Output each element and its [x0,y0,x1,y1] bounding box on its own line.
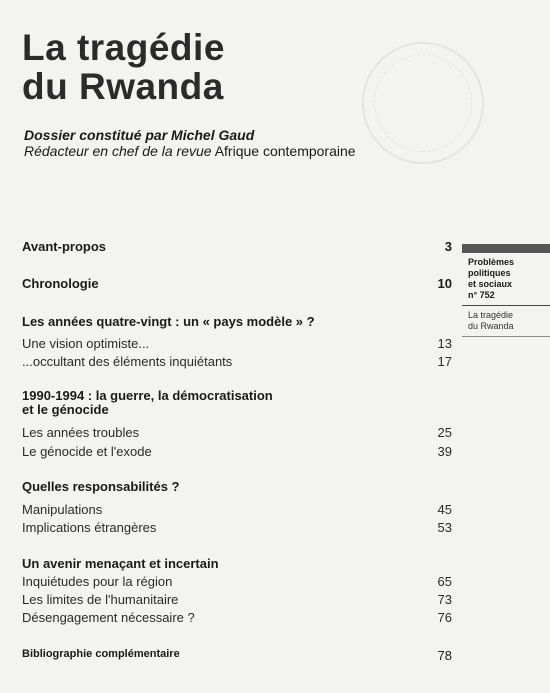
toc-section-heading: Les années quatre-vingt : un « pays modèle » ? [22,314,315,329]
toc-label: Une vision optimiste... [22,336,150,351]
dossier-credits [24,127,356,159]
issue-title-line-2: du Rwanda [468,321,514,331]
title-line-1: La tragédie [22,27,225,68]
toc-label: Bibliographie complémentaire [22,648,180,660]
toc-label: Désengagement nécessaire ? [22,610,195,625]
title-line-2: du Rwanda [22,66,224,107]
sidebar-bottom-divider [462,336,550,337]
toc-heading-line-2: et le génocide [22,402,109,417]
toc-label: Les limites de l'humanitaire [22,592,179,607]
series-number: n° 752 [468,290,495,300]
toc-page-number: 45 [437,502,452,517]
issue-title-line-1: La tragédie [468,310,514,320]
toc-label: Les années troubles [22,425,140,440]
toc-section-heading [22,389,273,417]
author-role [24,143,356,159]
series-name [462,257,550,301]
series-line-1: Problèmes [468,257,515,267]
library-stamp [362,42,484,164]
toc-label: Implications étrangères [22,520,157,535]
series-line-2: politiques [468,268,511,278]
sidebar-issue-title [462,310,550,332]
toc-label: ...occultant des éléments inquiétants [22,354,233,369]
toc-label: Le génocide et l'exode [22,444,152,459]
toc-page-number: 13 [437,336,452,351]
toc-page-number: 78 [437,648,452,663]
role-italic: Rédacteur en chef de la revue [24,143,212,159]
toc-section-heading: Un avenir menaçant et incertain [22,556,219,571]
series-color-bar [462,244,550,253]
toc-page-number: 65 [437,574,452,589]
sidebar-divider [462,305,550,306]
series-sidebar [462,244,550,337]
toc-page-number: 53 [437,520,452,535]
toc-page-number: 39 [437,444,452,459]
toc-label: Manipulations [22,502,103,517]
toc-page-number: 3 [444,239,452,254]
toc-label: Chronologie [22,276,99,291]
toc-page-number: 73 [437,592,452,607]
role-journal: Afrique contemporaine [211,143,356,159]
toc-label: Inquiétudes pour la région [22,574,173,589]
toc-page-number: 10 [437,276,452,291]
toc-label: Avant-propos [22,239,107,254]
author-line: Dossier constitué par Michel Gaud [24,127,255,143]
toc-page-number: 76 [437,610,452,625]
toc-heading-line-1: 1990-1994 : la guerre, la démocratisation [22,388,273,403]
toc-page-number: 17 [437,354,452,369]
page-title [22,28,225,106]
series-line-3: et sociaux [468,279,513,289]
toc-section-heading: Quelles responsabilités ? [22,479,180,494]
toc-page-number: 25 [437,425,452,440]
